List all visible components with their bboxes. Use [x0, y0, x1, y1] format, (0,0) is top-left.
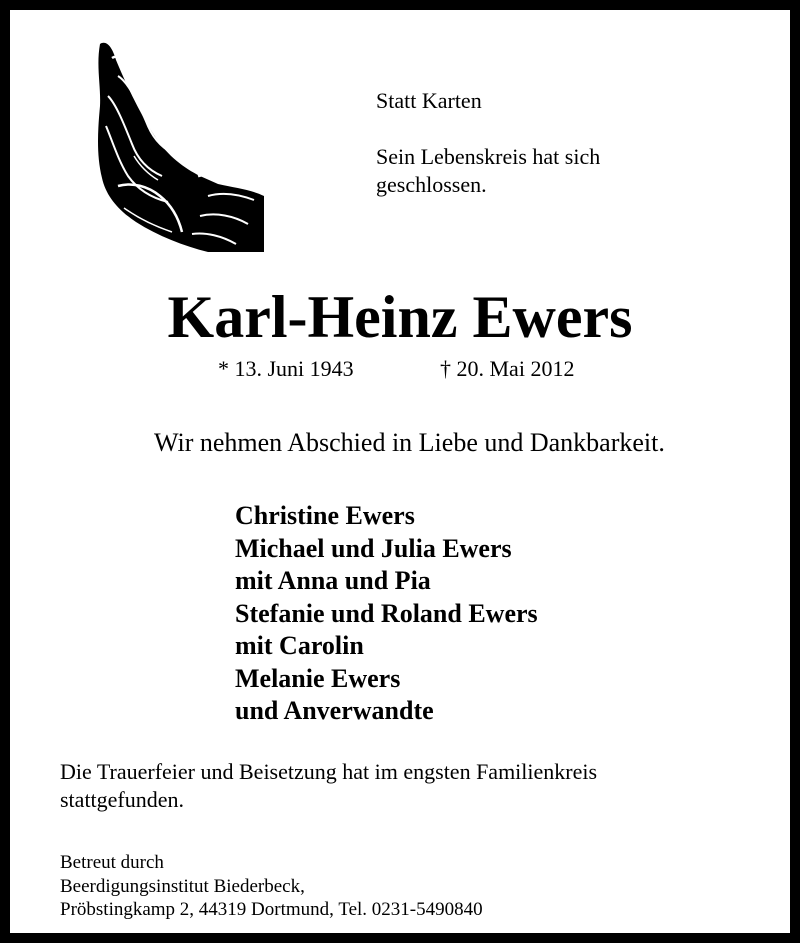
family-member: Michael und Julia Ewers	[235, 533, 512, 563]
family-member: Stefanie und Roland Ewers	[235, 598, 538, 628]
death-date: † 20. Mai 2012	[440, 356, 575, 381]
undertaker-line-3: Pröbstingkamp 2, 44319 Dortmund, Tel. 0231-5490840	[60, 899, 483, 920]
obituary-notice	[10, 10, 790, 933]
intro-line-3: geschlossen.	[376, 172, 487, 197]
praying-hands-icon	[88, 36, 268, 252]
undertaker-line-2: Beerdigungsinstitut Biederbeck,	[60, 875, 305, 897]
family-member: mit Anna und Pia	[235, 566, 431, 595]
farewell-text: Wir nehmen Abschied in Liebe und Dankbarkeit.	[154, 428, 665, 457]
statt-karten: Statt Karten	[376, 88, 482, 113]
deceased-name: Karl-Heinz Ewers	[167, 284, 633, 350]
intro-text	[376, 87, 600, 199]
family-member: und Anverwandte	[235, 696, 434, 725]
undertaker-line-1: Betreut durch	[60, 852, 164, 873]
undertaker-info	[60, 851, 483, 922]
family-member: mit Carolin	[235, 631, 364, 660]
family-list	[235, 500, 538, 728]
family-member: Melanie Ewers	[235, 663, 401, 693]
intro-line-2: Sein Lebenskreis hat sich	[376, 144, 601, 169]
family-member: Christine Ewers	[235, 501, 415, 530]
ceremony-text: Die Trauerfeier und Beisetzung hat im engsten Familienkreis stattgefunden.	[60, 759, 598, 812]
birth-date: * 13. Juni 1943	[218, 356, 354, 381]
